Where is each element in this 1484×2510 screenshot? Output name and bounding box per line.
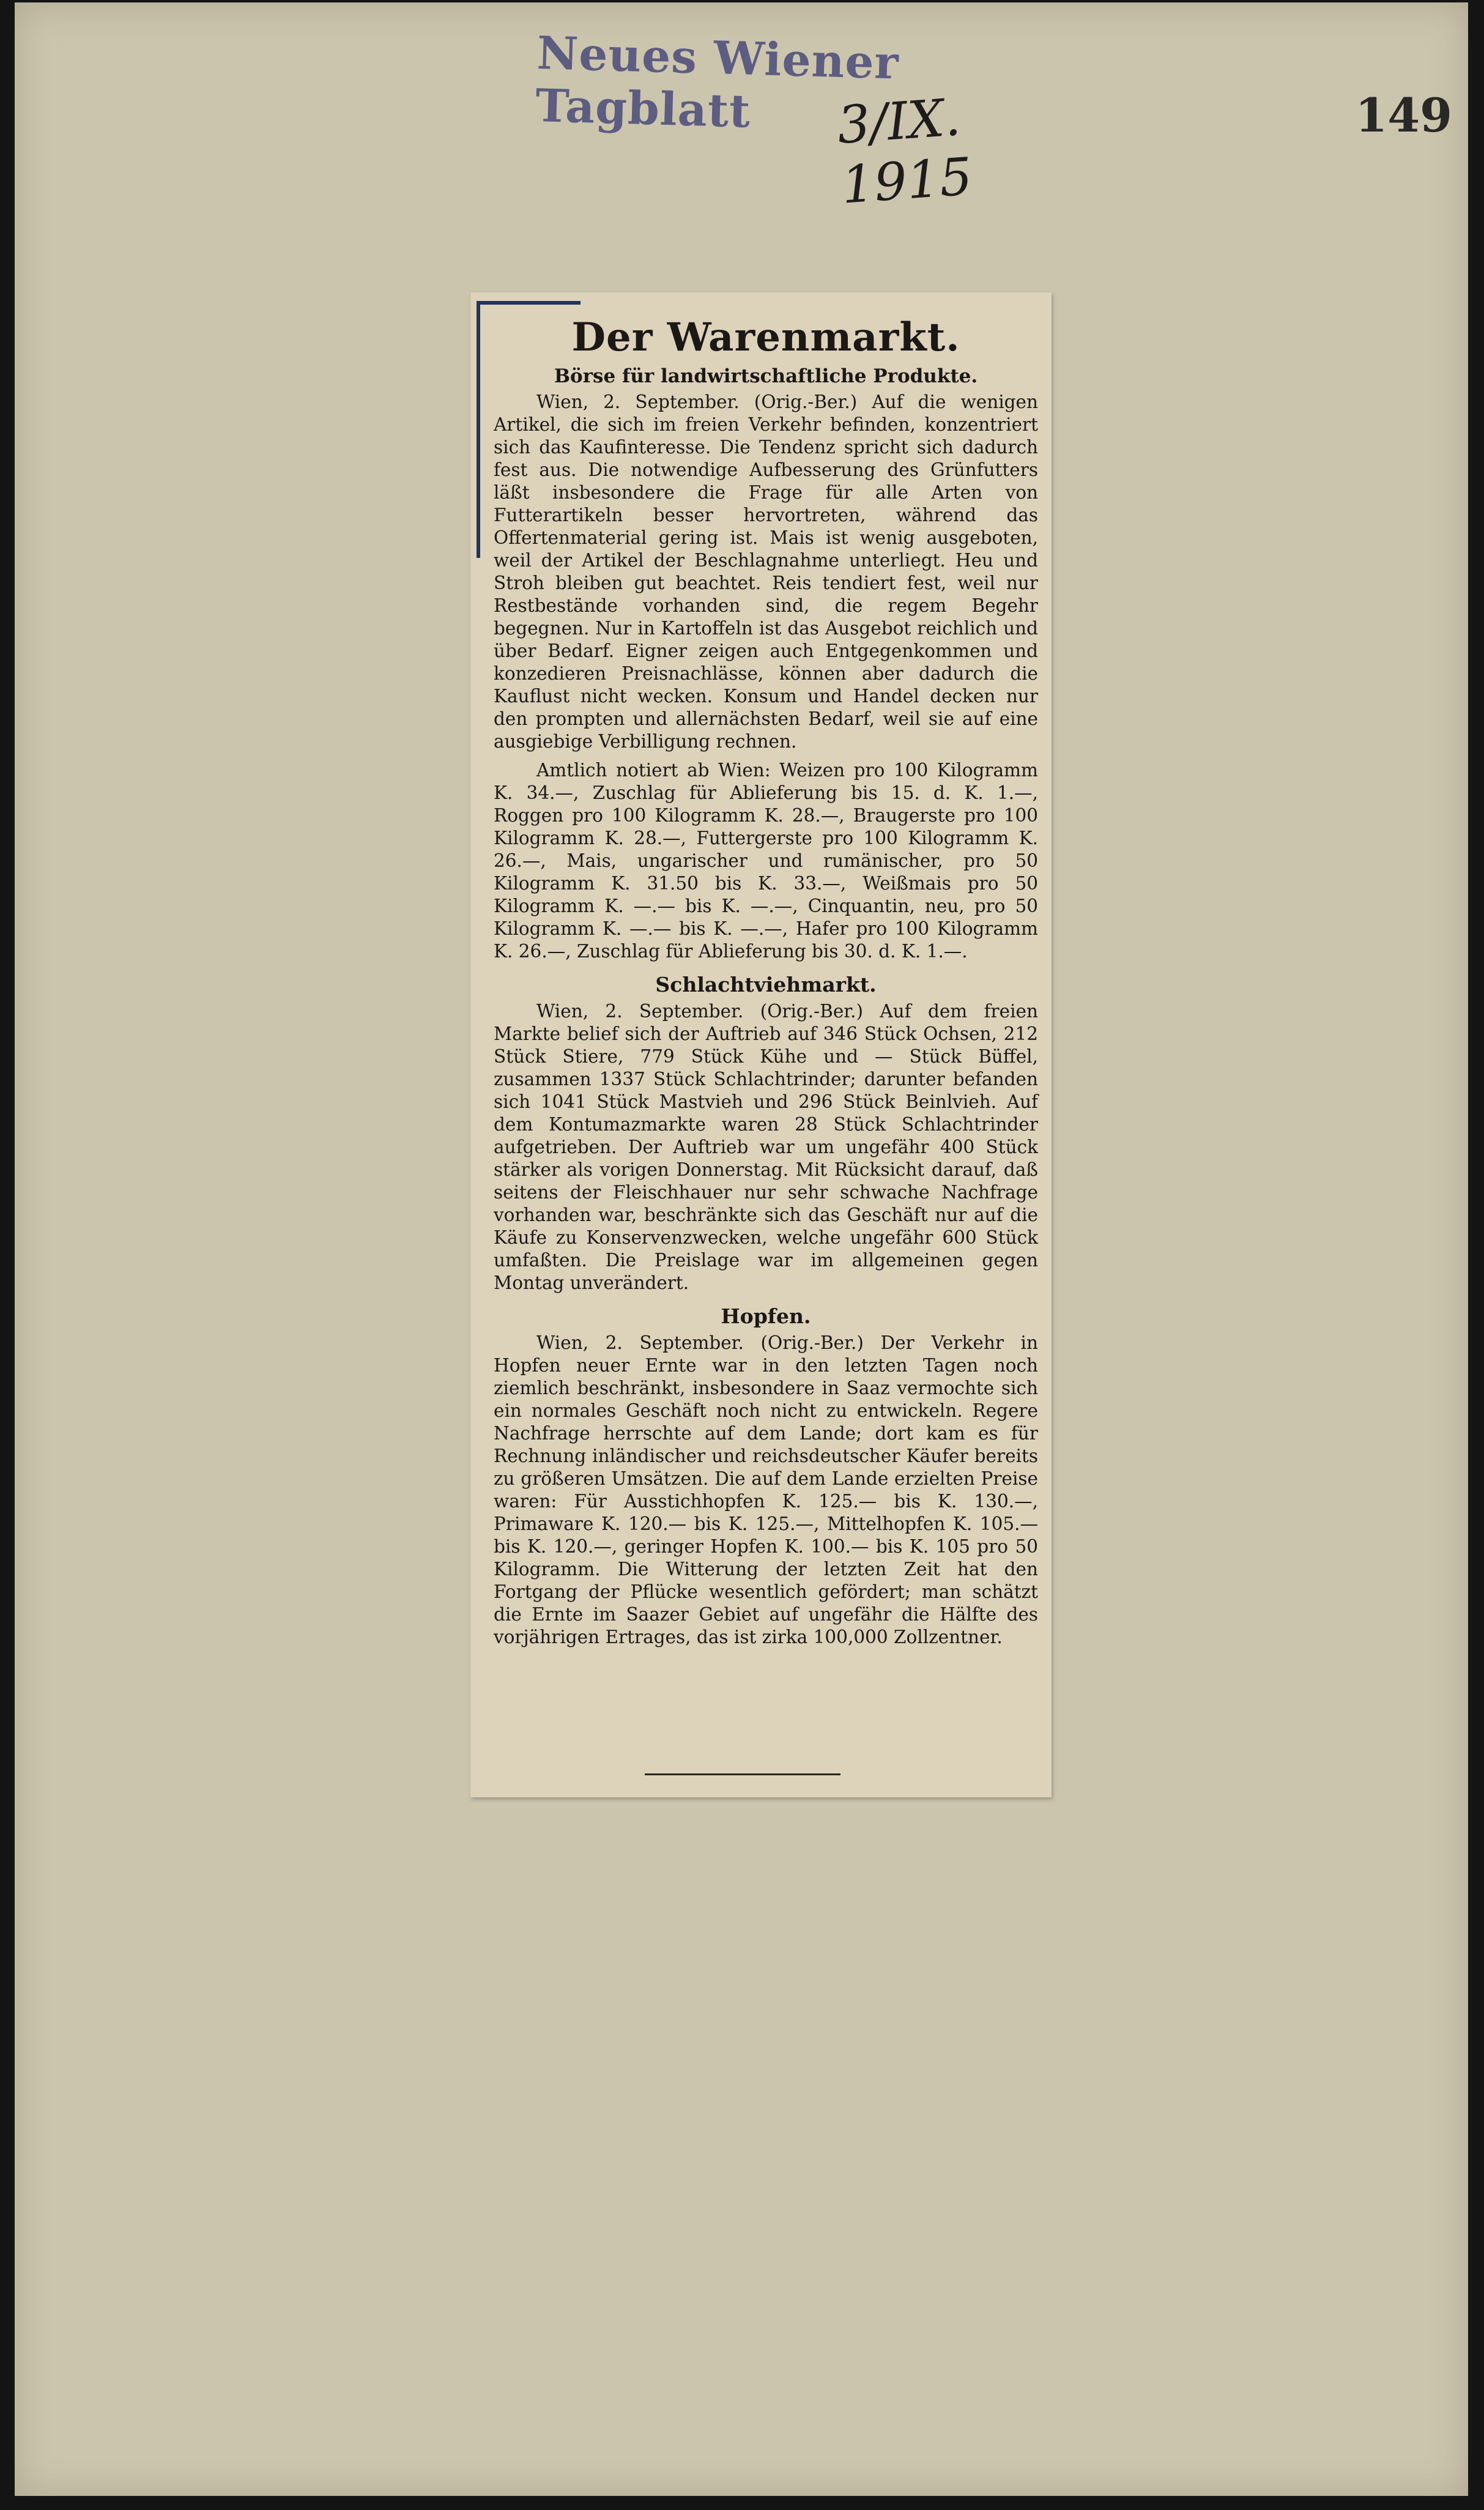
article-paragraph: Wien, 2. September. (Orig.-Ber.) Auf dem freien Markte belief sich der Auftrieb auf 346 Stück Ochsen, 212 Stück Stiere, 779 Stück Kühe und — Stück Büffel, zusammen 1337 Stück Schlachtrinder; darunter befanden sich 1041 Stück Mastvieh und 296 Stück Beinlvieh. Auf dem Kontumazmarkte waren 28 Stück Schlachtrinder aufgetrieben. Der Auftrieb war um ungefähr 400 Stück stärker als vorigen Donnerstag. Mit Rücksicht darauf, daß seitens der Fleischhauer nur sehr schwache Nachfrage vorhanden war, beschränkte sich das Geschäft nur auf die Käufe zu Konservenzwecken, welche ungefähr 600 Stück umfaßten. Die Preislage war im allgemeinen gegen Montag unverändert. [494,1001,1038,1293]
newspaper-name-stamp: Neues Wiener Tagblatt [535,27,900,138]
article-paragraph: Wien, 2. September. (Orig.-Ber.) Der Verkehr in Hopfen neuer Ernte war in den letzten Tagen noch ziemlich beschränkt, insbesondere in Saaz vermochte sich ein normales Geschäft noch nicht zu entwickeln. Regere Nachfrage herrschte auf dem Lande; dort kam es für Rechnung inländischer und reichsdeutscher Käufer bereits zu größeren Umsätzen. Die auf dem Lande erzielten Preise waren: Für Ausstichhopfen K. 125.— bis K. 130.—, Primaware K. 120.— bis K. 125.—, Mittelhopfen K. 105.— bis K. 120.—, geringer Hopfen K. 100.— bis K. 105 pro 50 Kilogramm. Die Witterung der letzten Zeit hat den Fortgang der Pflücke wesentlich gefördert; man schätzt die Ernte im Saazer Gebiet auf ungefähr die Hälfte des vorjährigen Ertrages, das ist zirka 100,000 Zollzentner. [494,1332,1038,1647]
section-title: Börse für landwirtschaftliche Produkte. [554,365,978,387]
section-hopfen [494,1304,1038,1649]
clipping-left-mark [477,301,480,558]
end-rule [645,1773,840,1775]
handwritten-date: 3/IX. 1915 [835,87,974,215]
section-boerse [494,365,1038,963]
section-schlachtviehmarkt [494,973,1038,1294]
section-title: Schlachtviehmarkt. [655,973,877,997]
newspaper-clipping [470,292,1052,1797]
article-body [494,314,1038,1649]
article-paragraph: Amtlich notiert ab Wien: Weizen pro 100 Kilogramm K. 34.—, Zuschlag für Ablieferung bis 15. d. K. 1.—, Roggen pro 100 Kilogramm K. 28.—, Braugerste pro 100 Kilogramm K. 28.—, Futtergerste pro 100 Kilogramm K. 26.—, Mais, ungarischer und rumänischer, pro 50 Kilogramm K. 31.50 bis K. 33.—, Weißmais pro 50 Kilogramm K. —.— bis K. —.—, Cinquantin, neu, pro 50 Kilogramm K. —.— bis K. —.—, Hafer pro 100 Kilogramm K. 26.—, Zuschlag für Ablieferung bis 30. d. K. 1.—. [494,760,1038,962]
clipping-top-mark [477,301,581,305]
article-paragraph: Wien, 2. September. (Orig.-Ber.) Auf die wenigen Artikel, die sich im freien Verkehr befinden, konzentriert sich das Kaufinteresse. Die Tendenz spricht sich dadurch fest aus. Die notwendige Aufbesserung des Grünfutters läßt insbesondere die Frage für alle Arten von Futterartikeln besser hervortreten, während das Offertenmaterial gering ist. Mais ist wenig ausgeboten, weil der Artikel der Beschlagnahme unterliegt. Heu und Stroh bleiben gut beachtet. Reis tendiert fest, weil nur Restbestände vorhanden sind, die regem Begehr begegnen. Nur in Kartoffeln ist das Ausgebot reichlich und über Bedarf. Eigner zeigen auch Entgegenkommen und konzedieren Preisnachlässe, können aber dadurch die Kauflust nicht wecken. Konsum und Handel decken nur den prompten und allernächsten Bedarf, weil sie auf eine ausgiebige Verbilligung rechnen. [494,392,1038,752]
article-headline: Der Warenmarkt. [571,314,960,360]
section-title: Hopfen. [721,1304,811,1328]
archive-sheet [15,2,1468,2496]
page-number: 149 [1355,88,1452,143]
